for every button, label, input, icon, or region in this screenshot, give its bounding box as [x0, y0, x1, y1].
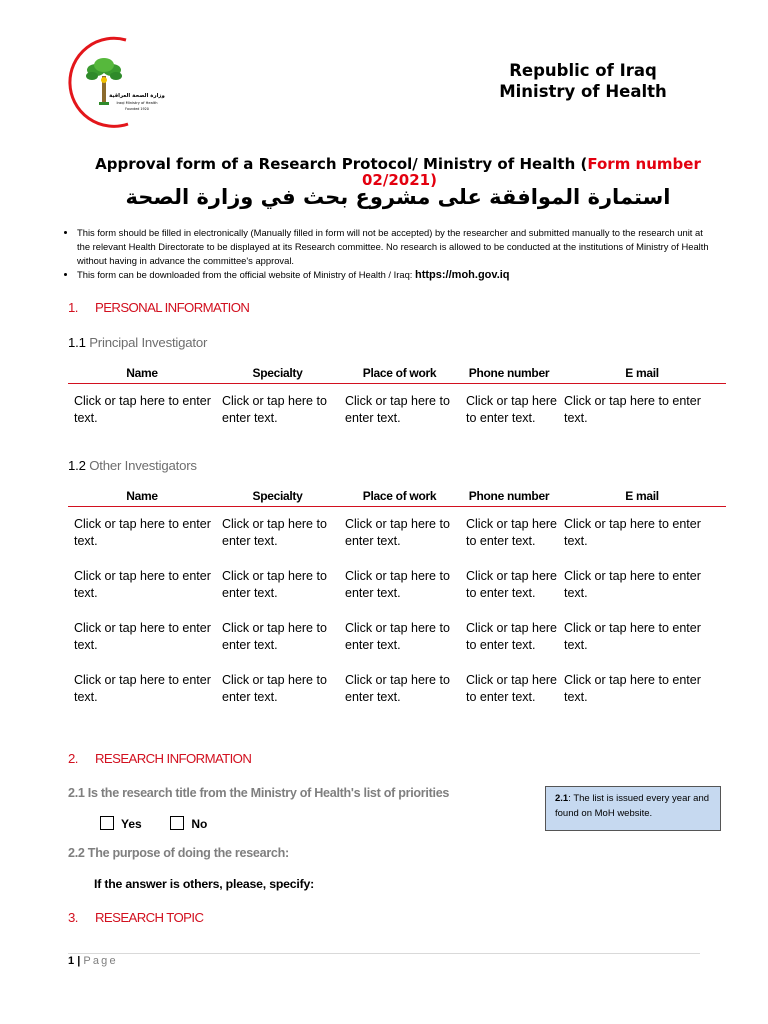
- column-header-name: Name: [68, 363, 216, 384]
- page-label: Page: [83, 955, 118, 967]
- place-of-work-field[interactable]: Click or tap here to enter text.: [345, 393, 450, 425]
- place-of-work-field[interactable]: Click or tap here to enter text.: [345, 516, 450, 548]
- no-checkbox[interactable]: [170, 816, 184, 830]
- table-row: [68, 611, 726, 663]
- specialty-field[interactable]: Click or tap here to enter text.: [222, 672, 327, 704]
- page-footer: 1 | Page: [68, 955, 118, 967]
- name-field[interactable]: Click or tap here to enter text.: [74, 620, 211, 652]
- table-row: [68, 384, 726, 437]
- table-header-row: [68, 363, 726, 384]
- yes-checkbox[interactable]: [100, 816, 114, 830]
- form-number: Form number: [587, 155, 701, 173]
- column-header-email: E mail: [558, 363, 726, 384]
- table-row: [68, 663, 726, 715]
- subsection-other-investigators: 1.2 Other Investigators: [68, 458, 197, 473]
- ministry-logo: [66, 36, 165, 128]
- place-of-work-field[interactable]: Click or tap here to enter text.: [345, 672, 450, 704]
- logo-text-arabic: وزارة الصحة العراقية: [109, 93, 165, 99]
- principal-investigator-table: [68, 363, 726, 436]
- email-field[interactable]: Click or tap here to enter text.: [564, 516, 701, 548]
- phone-number-field[interactable]: Click or tap here to enter text.: [466, 568, 558, 600]
- logo-text-english: Iraqi Ministry of Health: [116, 101, 158, 105]
- email-field[interactable]: Click or tap here to enter text.: [564, 393, 701, 425]
- name-field[interactable]: Click or tap here to enter text.: [74, 568, 211, 600]
- specialty-field[interactable]: Click or tap here to enter text.: [222, 516, 327, 548]
- arabic-title: استمارة الموافقة على مشروع بحث في وزارة الصحة: [125, 185, 671, 209]
- question-priority-list: 2.1 Is the research title from the Ministry of Health's list of priorities: [68, 786, 450, 800]
- section-heading-research-topic: 3. RESEARCH TOPIC: [68, 910, 204, 925]
- other-investigators-table: [68, 486, 726, 715]
- name-field[interactable]: Click or tap here to enter text.: [74, 672, 211, 704]
- footer-divider: [68, 953, 700, 954]
- table-row: [68, 507, 726, 560]
- specialty-field[interactable]: Click or tap here to enter text.: [222, 393, 327, 425]
- column-header-name: Name: [68, 486, 216, 507]
- subsection-principal-investigator: 1.1 Principal Investigator: [68, 335, 208, 350]
- column-header-specialty: Specialty: [216, 486, 339, 507]
- place-of-work-field[interactable]: Click or tap here to enter text.: [345, 568, 450, 600]
- name-field[interactable]: Click or tap here to enter text.: [74, 516, 211, 548]
- specialty-field[interactable]: Click or tap here to enter text.: [222, 620, 327, 652]
- email-field[interactable]: Click or tap here to enter text.: [564, 672, 701, 704]
- form-title-main: Approval form of a Research Protocol/ Ministry of Health (: [95, 155, 588, 173]
- table-header-row: [68, 486, 726, 507]
- place-of-work-field[interactable]: Click or tap here to enter text.: [345, 620, 450, 652]
- ministry-name: Ministry of Health: [499, 82, 667, 101]
- logo-text-founded: Founded 1920: [125, 107, 149, 111]
- phone-number-field[interactable]: Click or tap here to enter text.: [466, 672, 558, 704]
- moh-website-link[interactable]: https://moh.gov.iq: [415, 269, 510, 281]
- column-header-phone-number: Phone number: [460, 363, 558, 384]
- name-field[interactable]: Click or tap here to enter text.: [74, 393, 211, 425]
- yes-option[interactable]: Yes: [100, 817, 142, 831]
- header-title: [440, 60, 726, 102]
- section-heading-personal-information: 1. PERSONAL INFORMATION: [68, 300, 250, 315]
- phone-number-field[interactable]: Click or tap here to enter text.: [466, 393, 558, 425]
- column-header-email: E mail: [558, 486, 726, 507]
- country-name: Republic of Iraq: [509, 61, 657, 80]
- email-field[interactable]: Click or tap here to enter text.: [564, 568, 701, 600]
- no-option[interactable]: No: [170, 817, 207, 831]
- form-number-overflow: 02/2021): [362, 171, 437, 189]
- instruction-item: • This form can be downloaded from the official website of Ministry of Health / Iraq: https://moh.gov.iq: [77, 268, 712, 282]
- instruction-item: • This form should be filled in electronically (Manually filled in form will not be accepted) by the researcher and submitted manually to the research unit at the relevant Health Directorate to be displayed at its Research committee. No research is allowed to be conducted at the institutions of Ministry of Health without having in advance the committee's approval.: [77, 226, 712, 268]
- phone-number-field[interactable]: Click or tap here to enter text.: [466, 516, 558, 548]
- column-header-place-of-work: Place of work: [339, 363, 460, 384]
- column-header-phone-number: Phone number: [460, 486, 558, 507]
- email-field[interactable]: Click or tap here to enter text.: [564, 620, 701, 652]
- priority-list-note: 2.1: The list is issued every year and found on MoH website.: [545, 786, 721, 831]
- section-heading-research-information: 2. RESEARCH INFORMATION: [68, 751, 252, 766]
- specialty-field[interactable]: Click or tap here to enter text.: [222, 568, 327, 600]
- phone-number-field[interactable]: Click or tap here to enter text.: [466, 620, 558, 652]
- page-number: 1: [68, 955, 75, 967]
- column-header-specialty: Specialty: [216, 363, 339, 384]
- instructions: [62, 226, 712, 282]
- table-row: [68, 559, 726, 611]
- specify-others-label: If the answer is others, please, specify:: [94, 877, 315, 891]
- priority-options: [100, 816, 207, 831]
- question-research-purpose: 2.2 The purpose of doing the research:: [68, 846, 289, 860]
- column-header-place-of-work: Place of work: [339, 486, 460, 507]
